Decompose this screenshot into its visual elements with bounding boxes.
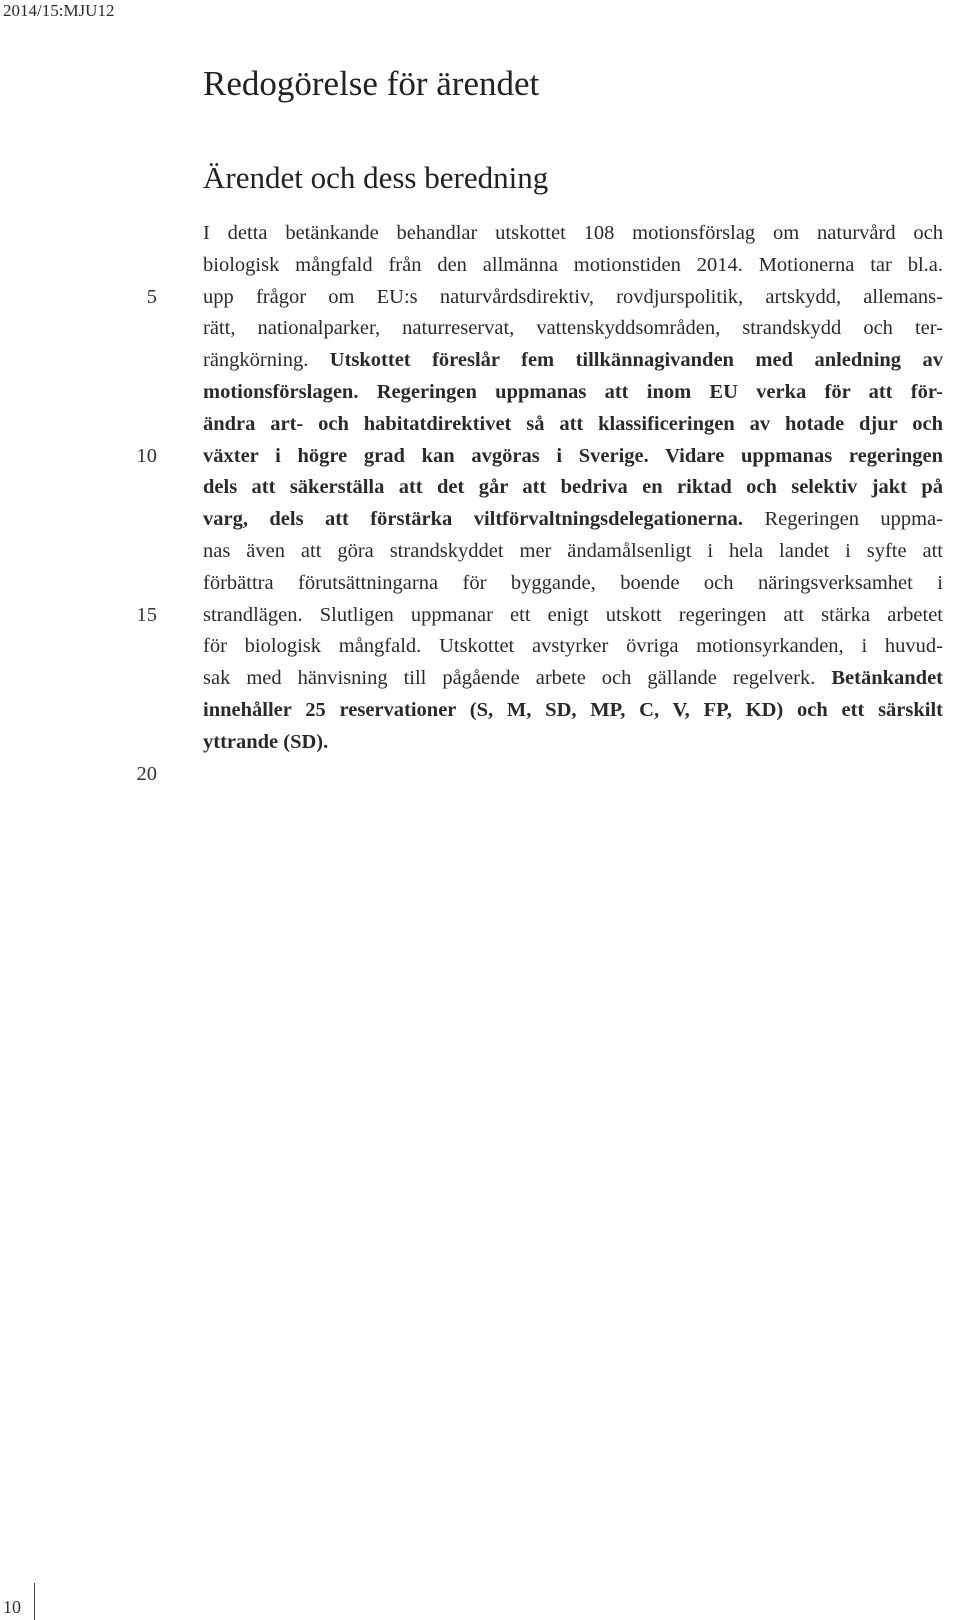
bold-text-run: dels att säkerställa att det går att bedriva en riktad och selektiv jakt på [203,476,943,499]
text-line [203,631,943,663]
text-line [203,282,943,314]
text-line [203,441,943,473]
text-run: sak med hänvisning till pågående arbete och gällande regelverk. [203,667,832,690]
text-line [203,472,943,504]
bold-text-run: motionsförslagen. Regeringen uppmanas att inom EU verka för att för- [203,380,943,403]
text-line [203,695,943,727]
page-number: 10 [3,1597,21,1617]
text-line [203,345,943,377]
bold-text-run: yttrande (SD). [203,730,329,753]
text-line [203,568,943,600]
section-heading: Ärendet och dess beredning [203,160,549,195]
text-line [203,504,943,536]
line-number: 5 [146,285,157,308]
line-number: 10 [136,444,157,467]
text-run: strandlägen. Slutligen uppmanar ett enigt utskott regeringen att stärka arbetet [203,603,943,626]
text-line [203,218,943,250]
bold-text-run: innehåller 25 reservationer (S, M, SD, MP, C, V, FP, KD) och ett särskilt [203,698,943,721]
bold-text-run: Utskottet föreslår fem tillkännagivanden med anledning av [329,349,944,372]
text-run: rätt, nationalparker, naturreservat, vattenskyddsområden, strandskydd och ter- [203,317,943,340]
text-run: I detta betänkande behandlar utskottet 108 motionsförslag om naturvård och [203,222,943,244]
text-run: Regeringen uppma- [743,508,943,531]
text-run: för biologisk mångfald. Utskottet avstyrker övriga motionsyrkanden, i huvud- [203,635,943,658]
document-id: 2014/15:MJU12 [3,1,115,20]
page-margin-rule [34,1583,35,1620]
text-line [203,536,943,568]
text-run: upp frågor om EU:s naturvårdsdirektiv, rovdjurspolitik, artskydd, allemans- [203,285,943,308]
line-number: 15 [136,603,157,626]
text-run: förbättra förutsättningarna för byggande, boende och näringsverksamhet i [203,571,943,594]
text-run: rängkörning. [203,349,330,372]
text-run: biologisk mångfald från den allmänna motionstiden 2014. Motionerna tar bl.a. [203,253,943,276]
text-line [203,409,943,441]
line-number: 20 [136,762,157,785]
bold-text-run: varg, dels att förstärka viltförvaltningsdelegationerna. [203,508,744,531]
text-line [203,727,943,759]
text-run: nas även att göra strandskyddet mer ändamålsenligt i hela landet i syfte att [203,539,943,562]
document-title: Redogörelse för ärendet [203,64,540,103]
text-line [203,313,943,345]
text-line [203,250,943,282]
text-line [203,600,943,632]
text-line [203,377,943,409]
bold-text-run: växter i högre grad kan avgöras i Sverige. Vidare uppmanas regeringen [203,444,943,467]
bold-text-run: ändra art- och habitatdirektivet så att klassificeringen av hotade djur och [203,412,943,435]
bold-text-run: Betänkandet [831,667,943,690]
body-paragraph [203,218,943,759]
text-line [203,663,943,695]
